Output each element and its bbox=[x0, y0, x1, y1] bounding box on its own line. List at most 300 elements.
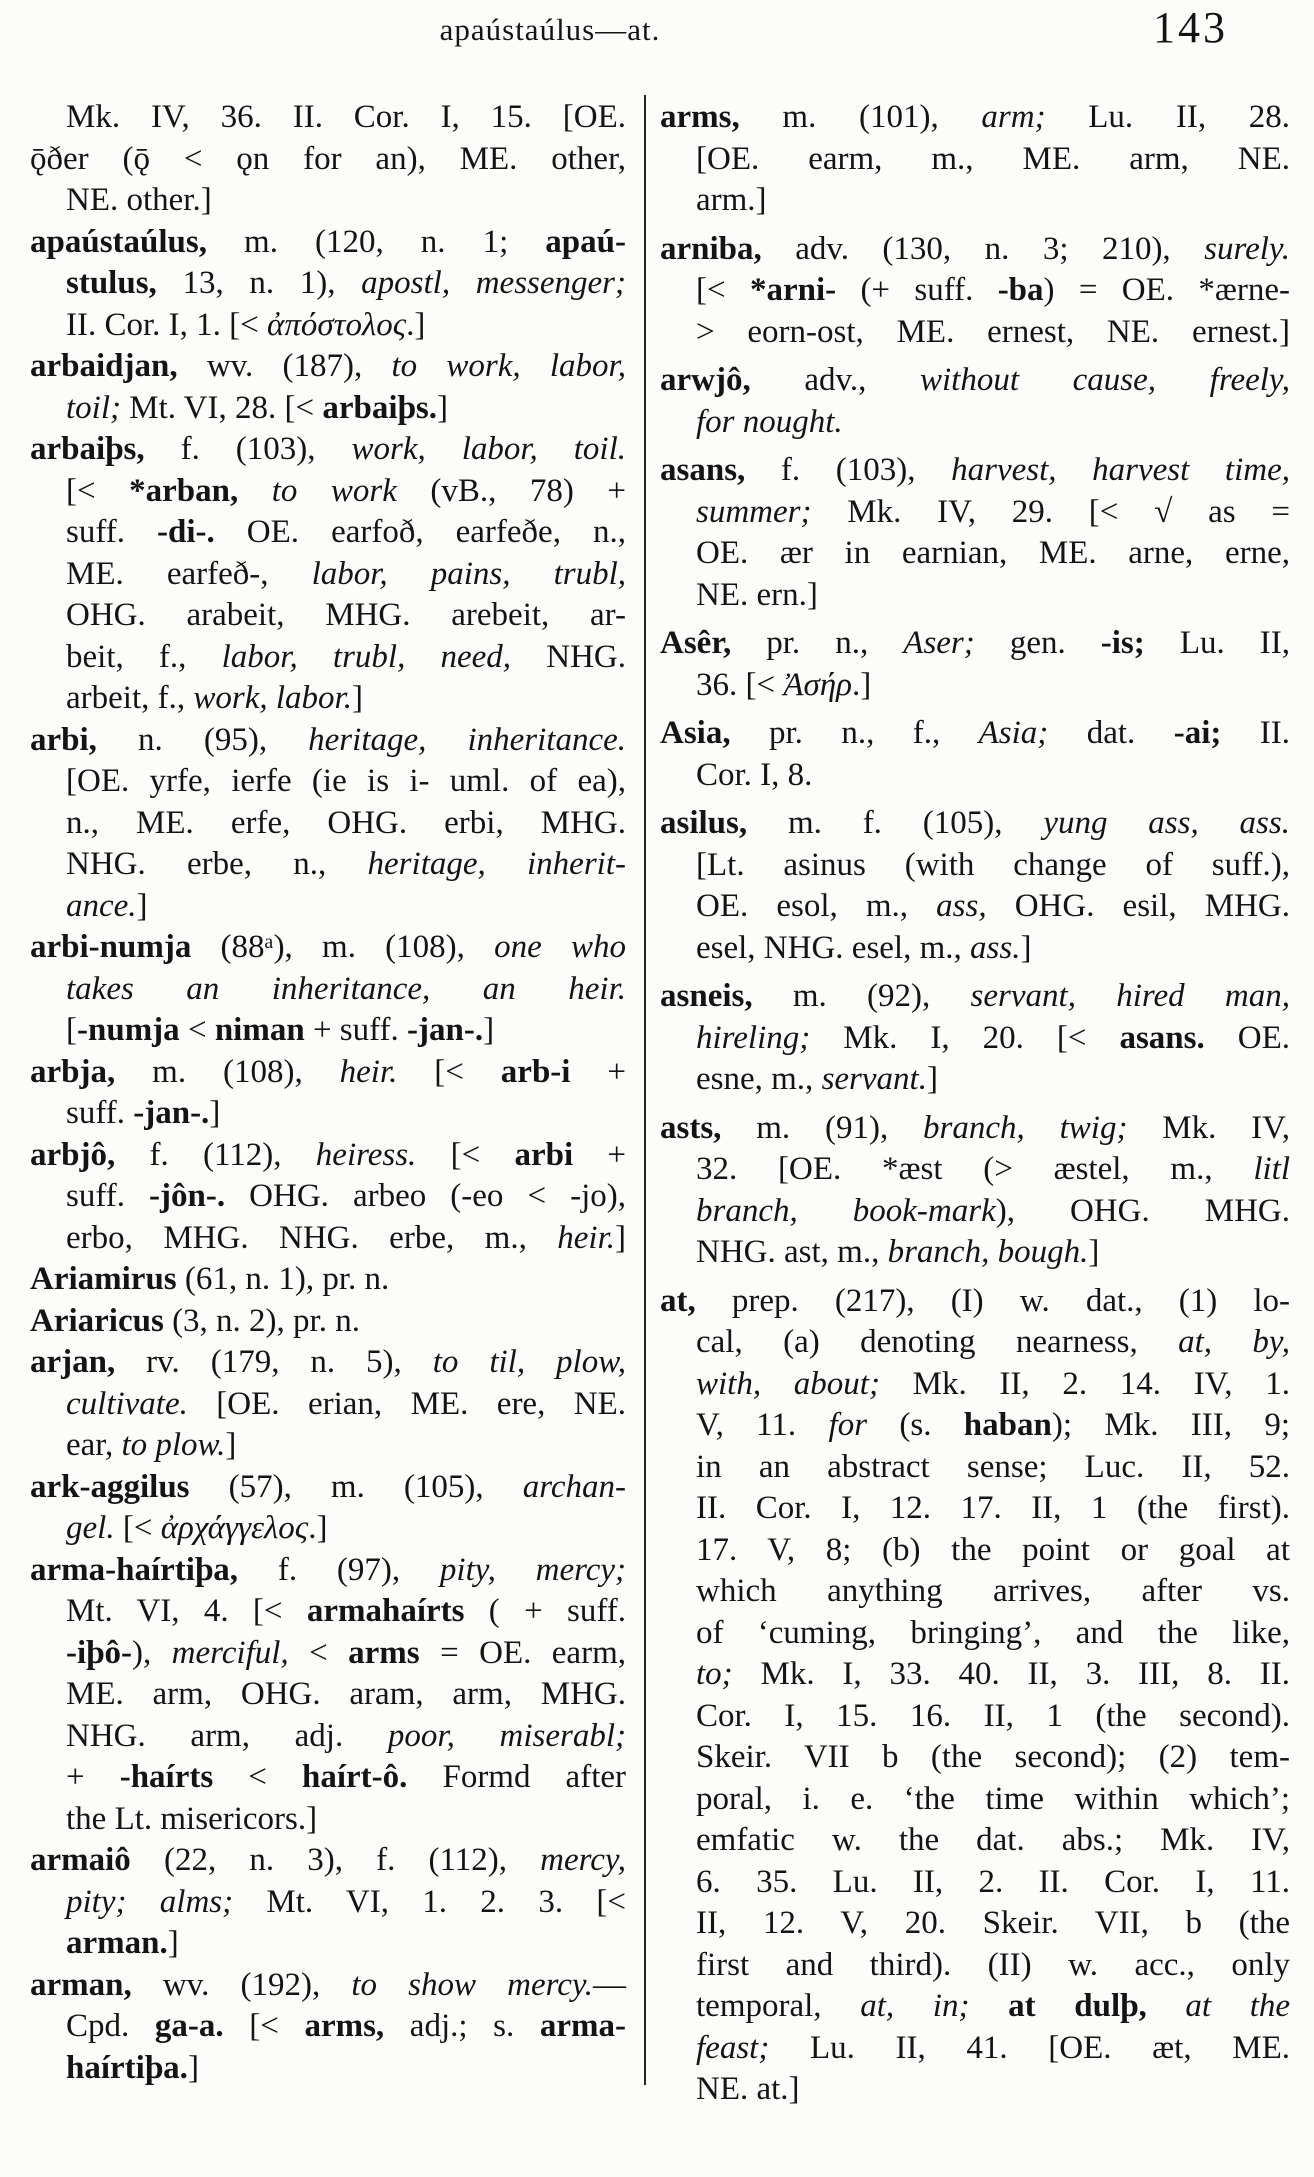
text-segment: -jôn-. bbox=[149, 1178, 226, 1214]
text-line bbox=[30, 1757, 626, 1799]
text-segment: [OE. earm, m., ME. arm, NE. bbox=[696, 140, 1290, 177]
text-segment: ), OHG. MHG. bbox=[995, 1192, 1290, 1229]
text-segment: ); Mk. III, 9; bbox=[1051, 1407, 1290, 1443]
right-column bbox=[660, 97, 1290, 2111]
text-line bbox=[660, 1530, 1290, 1572]
text-segment: (vB., 78) + bbox=[396, 472, 626, 509]
text-segment: f. (103), bbox=[745, 452, 952, 488]
text-segment: ] bbox=[483, 1012, 495, 1048]
text-segment: OE. bbox=[1204, 1019, 1290, 1056]
text-line bbox=[30, 1716, 626, 1758]
text-segment: poral, i. e. ‘the time within which’; bbox=[696, 1780, 1290, 1817]
text-segment: arb-i bbox=[500, 1053, 571, 1090]
text-line bbox=[30, 1882, 626, 1924]
text-segment: hireling; bbox=[696, 1019, 811, 1056]
text-segment: ] bbox=[187, 2049, 199, 2086]
text-line bbox=[660, 533, 1290, 575]
text-segment: 32. [OE. *æst (> æstel, m., bbox=[696, 1151, 1254, 1187]
text-segment: suff. bbox=[66, 1095, 134, 1131]
text-line bbox=[660, 1779, 1290, 1821]
text-line bbox=[30, 1840, 626, 1882]
text-segment: erbo, MHG. NHG. erbe, m., bbox=[66, 1219, 558, 1256]
text-segment: branch, twig; bbox=[923, 1109, 1128, 1146]
text-line bbox=[30, 346, 626, 388]
text-line bbox=[30, 1965, 626, 2007]
text-segment: II. Cor. I, 1. [< bbox=[66, 306, 267, 343]
text-segment: arbaiþs. bbox=[322, 389, 437, 426]
text-segment: < bbox=[213, 1759, 302, 1795]
text-line bbox=[30, 1425, 626, 1467]
text-segment: Asia; bbox=[978, 715, 1049, 751]
text-line bbox=[30, 512, 626, 554]
text-segment: work, labor, toil. bbox=[351, 431, 627, 467]
text-segment: stulus, bbox=[66, 265, 157, 301]
page-number: 143 bbox=[1153, 3, 1228, 52]
text-segment: -jan-. bbox=[407, 1012, 484, 1048]
text-segment: haírtiþa. bbox=[66, 2049, 188, 2086]
text-segment: arman. bbox=[66, 1925, 168, 1961]
text-line bbox=[30, 1799, 626, 1841]
text-segment: arms, bbox=[304, 2008, 385, 2044]
text-segment: — bbox=[593, 1966, 626, 2003]
text-line bbox=[30, 1674, 626, 1716]
text-segment: ] bbox=[615, 1219, 626, 1256]
text-line bbox=[30, 2048, 626, 2090]
text-segment: [OE. yrfe, ierfe (ie is i- uml. of ea), bbox=[66, 763, 626, 799]
text-segment: armaiô bbox=[30, 1842, 131, 1878]
text-segment: Mt. VI, 28. [< bbox=[121, 389, 323, 426]
text-segment: the Lt. misericors.] bbox=[66, 1800, 318, 1837]
text-segment: wv. (192), bbox=[131, 1966, 352, 2003]
text-line bbox=[660, 1903, 1290, 1945]
text-segment: ǭðer (ǭ < ǫn for an), ME. other, bbox=[30, 140, 626, 177]
text-segment: m. f. (105), bbox=[747, 805, 1044, 841]
text-line bbox=[30, 97, 626, 139]
text-segment: NE. at.] bbox=[696, 2071, 800, 2107]
text-segment: arms, bbox=[660, 99, 740, 135]
text-segment: esne, m., bbox=[696, 1061, 822, 1097]
text-line bbox=[30, 969, 626, 1011]
text-segment: Asêr, bbox=[660, 625, 732, 661]
text-segment: -is; bbox=[1100, 625, 1145, 661]
text-line bbox=[660, 139, 1290, 181]
text-segment: f. (112), bbox=[115, 1136, 316, 1173]
text-segment: which anything arrives, after vs. bbox=[696, 1573, 1290, 1609]
text-segment: pity; alms; bbox=[66, 1883, 234, 1920]
text-segment: temporal, bbox=[696, 1988, 861, 2024]
text-segment: 6. 35. Lu. II, 2. II. Cor. I, 11. bbox=[696, 1863, 1290, 1900]
text-line bbox=[30, 2006, 626, 2048]
text-segment: branch, bough. bbox=[887, 1234, 1089, 1270]
text-line bbox=[30, 1301, 626, 1343]
text-line bbox=[30, 554, 626, 596]
text-segment: to work bbox=[271, 472, 397, 509]
text-segment: = OE. earm, bbox=[419, 1634, 626, 1671]
text-line bbox=[30, 180, 626, 222]
text-segment: ME. arm, OHG. aram, arm, MHG. bbox=[66, 1676, 626, 1712]
text-segment: to plow. bbox=[121, 1427, 226, 1463]
text-line bbox=[660, 1613, 1290, 1655]
text-segment: (3, n. 2), pr. n. bbox=[163, 1302, 360, 1339]
text-line bbox=[660, 1654, 1290, 1696]
text-segment: adv. (130, n. 3; 210), bbox=[761, 230, 1205, 267]
text-segment: II. Cor. I, 12. 17. II, 1 (the first). bbox=[696, 1490, 1290, 1526]
text-segment: Mk. II, 2. 14. IV, 1. bbox=[879, 1365, 1290, 1402]
text-segment: m. (91), bbox=[721, 1109, 924, 1146]
text-line bbox=[660, 97, 1290, 139]
text-segment: ), bbox=[132, 1634, 172, 1671]
text-segment: + bbox=[66, 1759, 120, 1795]
text-segment: adj.; s. bbox=[384, 2008, 540, 2044]
text-segment: NHG. bbox=[511, 638, 626, 675]
text-segment: Mk. I, 33. 40. II, 3. III, 8. II. bbox=[732, 1656, 1290, 1692]
text-segment: [< bbox=[66, 472, 130, 509]
text-segment: OE. esol, m., bbox=[696, 888, 937, 924]
text-line bbox=[660, 1108, 1290, 1150]
text-line bbox=[660, 1820, 1290, 1862]
text-line bbox=[30, 1633, 626, 1675]
text-segment: servant, hired man, bbox=[970, 978, 1290, 1014]
text-line bbox=[660, 1945, 1290, 1987]
text-segment bbox=[969, 1988, 1008, 2024]
text-segment: ass, bbox=[936, 888, 987, 924]
text-segment: gen. bbox=[974, 625, 1101, 661]
text-segment: -haírts bbox=[119, 1759, 214, 1795]
text-segment: litl bbox=[1253, 1151, 1290, 1187]
text-segment: [< bbox=[416, 1136, 515, 1173]
text-segment: ] bbox=[1088, 1234, 1100, 1270]
text-segment: [OE. erian, ME. ere, NE. bbox=[187, 1385, 626, 1422]
text-segment: m. (108), bbox=[115, 1053, 340, 1090]
text-segment: dat. bbox=[1048, 715, 1174, 751]
text-segment: at, bbox=[660, 1282, 696, 1319]
text-segment: NE. ern.] bbox=[696, 576, 818, 613]
text-segment: niman bbox=[214, 1012, 305, 1048]
text-segment: harvest, harvest time, bbox=[951, 452, 1290, 488]
text-segment: suff. bbox=[66, 514, 158, 550]
text-segment: arwjô, bbox=[660, 362, 751, 398]
text-segment: NHG. erbe, n., bbox=[66, 846, 368, 882]
text-segment: (s. bbox=[867, 1407, 964, 1443]
text-segment: [ bbox=[66, 1012, 77, 1048]
text-line bbox=[30, 1176, 626, 1218]
text-segment: pr. n., f., bbox=[730, 715, 979, 751]
text-segment: at dulþ, bbox=[1008, 1988, 1147, 2024]
text-segment: OE. earfoð, earfeðe, n., bbox=[214, 514, 626, 550]
text-segment: > eorn-ost, ME. ernest, NE. ernest.] bbox=[696, 313, 1290, 350]
text-line bbox=[660, 1191, 1290, 1233]
text-segment: -di-. bbox=[157, 514, 215, 550]
text-segment bbox=[1147, 1988, 1186, 2024]
text-segment: arm.] bbox=[696, 182, 767, 218]
text-line bbox=[660, 1364, 1290, 1406]
text-segment: f. (103), bbox=[144, 431, 352, 467]
text-segment: arbaiþs, bbox=[30, 431, 145, 467]
text-segment: arbi bbox=[514, 1136, 574, 1173]
text-segment: *arni- bbox=[749, 272, 837, 308]
text-segment: labor, pains, trubl, bbox=[311, 555, 626, 592]
text-line bbox=[660, 229, 1290, 271]
text-segment: Ariamirus bbox=[30, 1261, 177, 1297]
text-segment: m. (92), bbox=[752, 978, 971, 1014]
text-segment: ] bbox=[136, 887, 148, 924]
text-line bbox=[30, 222, 626, 264]
text-segment: Lu. II, bbox=[1144, 625, 1291, 661]
text-line bbox=[30, 761, 626, 803]
text-segment: asans, bbox=[660, 452, 746, 488]
text-segment: arm; bbox=[981, 99, 1046, 135]
text-line bbox=[30, 1467, 626, 1509]
text-line bbox=[30, 1508, 626, 1550]
text-line bbox=[660, 402, 1290, 444]
text-segment: n., ME. erfe, OHG. erbi, MHG. bbox=[66, 804, 626, 841]
text-segment: arma- bbox=[539, 2008, 626, 2044]
text-segment: gel. bbox=[66, 1510, 115, 1546]
text-segment: in an abstract sense; Luc. II, 52. bbox=[696, 1448, 1290, 1485]
text-segment bbox=[238, 473, 272, 509]
text-segment: at, in; bbox=[860, 1988, 970, 2024]
text-segment: arbeit, f., bbox=[66, 680, 194, 716]
text-segment: archan- bbox=[522, 1468, 626, 1505]
text-segment: Lu. II, 28. bbox=[1045, 99, 1290, 135]
text-segment: arbi-numja bbox=[30, 929, 192, 965]
text-segment: NE. other.] bbox=[66, 182, 212, 218]
text-segment: pity, mercy; bbox=[439, 1551, 627, 1588]
text-line bbox=[660, 1232, 1290, 1274]
text-segment: yung ass, ass. bbox=[1043, 805, 1290, 841]
text-segment: Ἀσήρ bbox=[783, 666, 853, 703]
text-segment: merciful, bbox=[171, 1634, 289, 1671]
text-segment: (22, n. 3), f. (112), bbox=[130, 1842, 541, 1878]
text-segment: OHG. arbeo (-eo < -jo), bbox=[225, 1178, 626, 1214]
text-segment: asts, bbox=[660, 1109, 722, 1146]
text-line bbox=[660, 270, 1290, 312]
text-segment: arbi, bbox=[30, 721, 97, 758]
text-segment: with, about; bbox=[696, 1365, 880, 1402]
text-segment: Mt. VI, 1. 2. 3. [< bbox=[233, 1883, 626, 1920]
text-line bbox=[30, 1218, 626, 1260]
text-line bbox=[30, 263, 626, 305]
text-segment: Asia, bbox=[660, 715, 731, 751]
text-segment: of ‘cuming, bringing’, and the like, bbox=[696, 1614, 1290, 1651]
text-segment: ἀρχάγγελος bbox=[160, 1510, 309, 1546]
text-line bbox=[30, 305, 626, 347]
text-segment: [< bbox=[696, 272, 750, 308]
text-segment: -iþô- bbox=[66, 1634, 132, 1671]
text-line bbox=[30, 595, 626, 637]
text-segment: < bbox=[288, 1634, 349, 1671]
text-line bbox=[660, 360, 1290, 402]
text-line bbox=[660, 886, 1290, 928]
text-segment: without cause, freely, bbox=[920, 362, 1290, 398]
text-segment: Aser; bbox=[903, 625, 975, 661]
text-segment: 17. V, 8; (b) the point or goal at bbox=[696, 1531, 1290, 1568]
text-segment: II, 12. V, 20. Skeir. VII, b (the bbox=[696, 1905, 1290, 1941]
text-segment: NHG. ast, m., bbox=[696, 1234, 888, 1270]
text-segment: V, 11. bbox=[696, 1407, 829, 1443]
text-segment: asilus, bbox=[660, 805, 748, 841]
text-segment: heiress. bbox=[315, 1136, 417, 1173]
text-segment: adv., bbox=[750, 362, 920, 398]
text-line bbox=[660, 1986, 1290, 2028]
text-segment: for nought. bbox=[696, 403, 843, 440]
text-line bbox=[30, 139, 626, 181]
text-segment: branch, book-mark bbox=[696, 1192, 996, 1229]
text-line bbox=[660, 845, 1290, 887]
text-segment: m. (101), bbox=[739, 99, 982, 135]
text-segment: Formd after bbox=[407, 1759, 626, 1795]
text-line bbox=[30, 720, 626, 762]
text-line bbox=[660, 1405, 1290, 1447]
text-line bbox=[660, 1059, 1290, 1101]
text-segment: *arban, bbox=[129, 472, 239, 509]
text-segment: beit, f., bbox=[66, 638, 222, 675]
text-segment: + bbox=[570, 1053, 626, 1090]
text-segment: -ba bbox=[997, 272, 1044, 308]
text-segment: f. (97), bbox=[238, 1551, 440, 1588]
text-segment: -numja bbox=[77, 1012, 180, 1048]
text-line bbox=[660, 2028, 1290, 2070]
text-line bbox=[30, 429, 626, 471]
text-segment: + bbox=[573, 1136, 626, 1173]
text-segment: asneis, bbox=[660, 978, 753, 1014]
text-segment: one who bbox=[494, 929, 626, 965]
text-line bbox=[30, 886, 626, 928]
text-line bbox=[660, 1571, 1290, 1613]
text-line bbox=[660, 1737, 1290, 1779]
text-line bbox=[30, 1093, 626, 1135]
text-line bbox=[660, 976, 1290, 1018]
text-segment: haírt-ô. bbox=[301, 1759, 408, 1795]
text-segment: Mk. IV, 36. II. Cor. I, 15. [OE. bbox=[66, 99, 626, 135]
text-segment: apaú- bbox=[545, 223, 626, 260]
text-segment: m. (120, n. 1; bbox=[207, 223, 546, 260]
text-segment: to; bbox=[696, 1656, 733, 1692]
text-segment: Cor. I, 15. 16. II, 1 (the second). bbox=[696, 1697, 1290, 1734]
text-segment: first and third). (II) w. acc., only bbox=[696, 1946, 1290, 1983]
text-segment: arma-haírtiþa, bbox=[30, 1551, 239, 1588]
text-line bbox=[30, 1052, 626, 1094]
text-line bbox=[660, 803, 1290, 845]
text-line bbox=[660, 928, 1290, 970]
text-line bbox=[660, 575, 1290, 617]
text-segment: ] bbox=[436, 389, 448, 426]
text-line bbox=[660, 1018, 1290, 1060]
text-segment: ] bbox=[1020, 929, 1032, 966]
text-line bbox=[660, 492, 1290, 534]
text-segment: (+ suff. bbox=[836, 272, 998, 308]
text-segment: prep. (217), (I) w. dat., (1) lo- bbox=[695, 1282, 1290, 1319]
text-segment: [< bbox=[223, 2008, 305, 2044]
text-segment: Lu. II, 41. [OE. æt, ME. bbox=[769, 2029, 1290, 2066]
text-segment: summer; bbox=[696, 493, 812, 530]
text-segment: ass. bbox=[970, 929, 1021, 966]
text-line bbox=[660, 623, 1290, 665]
text-line bbox=[30, 678, 626, 720]
text-segment: Mt. VI, 4. [< bbox=[66, 1593, 307, 1629]
text-segment: ance. bbox=[66, 887, 137, 924]
text-line bbox=[30, 927, 626, 969]
text-segment: rv. (179, n. 5), bbox=[115, 1344, 433, 1380]
text-segment: heritage, inheritance. bbox=[308, 721, 626, 758]
text-segment: ] bbox=[926, 1061, 938, 1097]
text-segment: cal, (a) denoting nearness, bbox=[696, 1324, 1179, 1360]
column-divider bbox=[644, 95, 646, 2085]
text-segment: surely. bbox=[1204, 230, 1290, 267]
text-segment: emfatic w. the dat. abs.; Mk. IV, bbox=[696, 1822, 1290, 1858]
text-segment: for bbox=[828, 1407, 868, 1443]
text-segment: Mk. I, 20. [< bbox=[810, 1019, 1120, 1056]
text-segment: Mk. IV, 29. [< √ as = bbox=[811, 493, 1290, 530]
text-line bbox=[30, 1010, 626, 1052]
text-segment: work, labor. bbox=[193, 680, 352, 716]
text-segment: (88ᵃ), m. (108), bbox=[191, 929, 495, 965]
text-line bbox=[660, 755, 1290, 797]
text-line bbox=[30, 1550, 626, 1592]
text-segment: ] bbox=[351, 680, 363, 716]
text-line bbox=[660, 1322, 1290, 1364]
text-segment: cultivate. bbox=[66, 1385, 188, 1422]
text-segment: OE. ær in earnian, ME. arne, erne, bbox=[696, 535, 1290, 571]
text-segment: arbja, bbox=[30, 1053, 116, 1090]
text-segment: arms bbox=[348, 1634, 420, 1671]
text-segment: Cpd. bbox=[66, 2008, 155, 2044]
text-segment: ME. earfeð-, bbox=[66, 555, 312, 592]
text-segment: heir. bbox=[557, 1219, 615, 1256]
text-segment: servant. bbox=[821, 1061, 927, 1097]
running-head: apaústaúlus—at. bbox=[439, 12, 661, 47]
text-segment: at the bbox=[1185, 1988, 1291, 2024]
text-segment: ( + suff. bbox=[464, 1593, 626, 1629]
text-line bbox=[660, 2069, 1290, 2111]
text-segment: Cor. I, 8. bbox=[696, 756, 813, 793]
text-line bbox=[30, 1259, 626, 1301]
text-segment: wv. (187), bbox=[177, 348, 392, 384]
text-segment: (61, n. 1), pr. n. bbox=[176, 1261, 390, 1297]
text-segment: heritage, inherit- bbox=[367, 846, 626, 882]
text-line bbox=[660, 1149, 1290, 1191]
text-segment: ] bbox=[225, 1427, 237, 1463]
text-line bbox=[660, 1488, 1290, 1530]
text-segment: arman, bbox=[30, 1966, 132, 2003]
text-segment: arbjô, bbox=[30, 1136, 116, 1173]
text-segment: to show mercy. bbox=[351, 1966, 593, 2003]
text-segment: [Lt. asinus (with change of suff.), bbox=[696, 846, 1290, 883]
text-segment: OHG. arabeit, MHG. arebeit, ar- bbox=[66, 597, 626, 633]
text-segment: arbaidjan, bbox=[30, 348, 178, 384]
text-segment: ἀπόστολος bbox=[267, 306, 407, 343]
text-segment: ) = OE. *ærne- bbox=[1043, 272, 1290, 308]
text-line bbox=[660, 312, 1290, 354]
text-segment: -ai; bbox=[1173, 715, 1222, 751]
text-segment: mercy, bbox=[540, 1842, 626, 1878]
text-segment: esel, NHG. esel, m., bbox=[696, 929, 971, 966]
text-line bbox=[660, 450, 1290, 492]
text-segment: apaústaúlus, bbox=[30, 223, 208, 260]
text-line bbox=[660, 1696, 1290, 1738]
text-segment: labor, trubl, need, bbox=[221, 638, 512, 675]
text-segment: heir. bbox=[339, 1053, 398, 1090]
text-segment: to til, plow, bbox=[432, 1344, 626, 1380]
left-column bbox=[30, 97, 626, 2089]
text-line bbox=[660, 1447, 1290, 1489]
text-line bbox=[660, 713, 1290, 755]
text-segment: [< bbox=[114, 1510, 161, 1546]
text-line bbox=[30, 637, 626, 679]
text-segment: armahaírts bbox=[306, 1593, 465, 1629]
text-segment: 36. [< bbox=[696, 666, 784, 703]
text-segment: II. bbox=[1221, 715, 1290, 751]
